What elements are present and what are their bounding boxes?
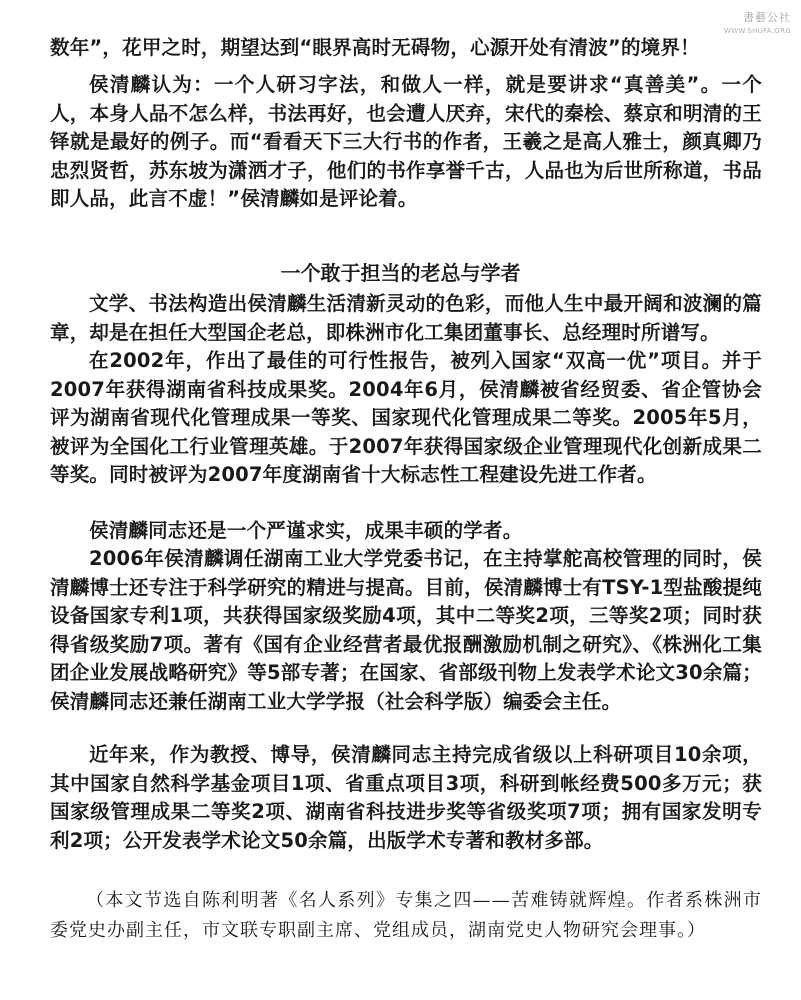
paragraph-3: 侯清麟同志还是一个严谨求实，成果丰硕的学者。 (89, 519, 523, 542)
section-heading: 一个敢于担当的老总与学者 (280, 261, 521, 285)
paragraph-1: 文学、书法构造出侯清麟生活清新灵动的色彩，而他人生中最开阔和波澜的篇章，却是在担任大型国企老总，即株洲市化工集团董事长、总经理时所谱写。 (50, 292, 762, 344)
watermark-url: WWW.SHUFA.ORG (724, 27, 791, 35)
paragraph-2: 在2002年，作出了最佳的可行性报告，被列入国家“双高一优”项目。并于2007年获得湖南省科技成果奖。2004年6月，侯清麟被省经贸委、省企管协会评为湖南省现代化管理成果一等奖、国家现代化管理成果二等奖。2005年5月，被评为全国化工行业管理英雄。于2007年获得国家级企业管理现代化创新成果二等奖。同时被评为2007年度湖南省十大标志性工程建设先进工作者。 (50, 349, 762, 486)
paragraph-5: 近年来，作为教授、博导，侯清麟同志主持完成省级以上科研项目10余项，其中国家自然科学基金项目1项、省重点项目3项，科研到帐经费500多万元；获国家级管理成果二等奖2项、湖南省科技进步奖等省级奖项7项；拥有国家发明专利2项；公开发表学术论文50余篇，出版学术专著和教材多部。 (50, 743, 762, 852)
paragraph-top-1: 数年”，花甲之时，期望达到“眼界高时无碍物，心源开处有清波”的境界！ (50, 36, 700, 59)
watermark-logo-text: 書藝公社 (743, 11, 791, 24)
paragraph-4: 2006年侯清麟调任湖南工业大学党委书记，在主持掌舵高校管理的同时，侯清麟博士还专注于科学研究的精进与提高。目前，侯清麟博士有TSY-1型盐酸提纯设备国家专利1项，共获得国家级奖励4项，其中二等奖2项，三等奖2项；同时获得省级奖励7项。著有《国有企业经营者最优报酬激励机制之研究》、《株洲化工集团企业发展战略研究》等5部专著；在国家、省部级刊物上发表学术论文30余篇；侯清麟同志还兼任湖南工业大学学报（社会科学版）编委会主任。 (50, 547, 762, 713)
source-footnote: （本文节选自陈利明著《名人系列》专集之四——苦难铸就辉煌。作者系株洲市委党史办副主任，市文联专职副主席、党组成员，湖南党史人物研究会理事。） (50, 890, 762, 941)
paragraph-top-2: 侯清麟认为：一个人研习字法，和做人一样，就是要讲求“真善美”。一个人，本身人品不怎么样，书法再好，也会遭人厌弃，宋代的秦桧、蔡京和明清的王铎就是最好的例子。而“看看天下三大行书的作者，王羲之是高人雅士，颜真卿乃忠烈贤哲，苏东坡为潇洒才子，他们的书作享誉千古，人品也为后世所称道，书品即人品，此言不虚！”侯清麟如是评论着。 (50, 73, 762, 210)
